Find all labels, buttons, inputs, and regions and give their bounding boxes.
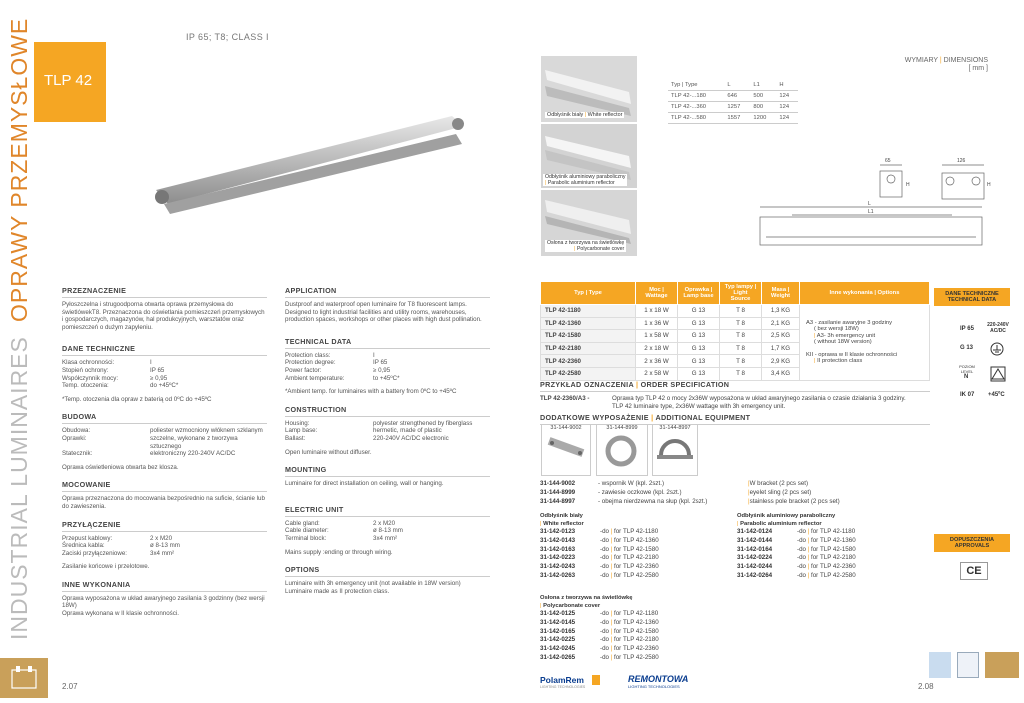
section-heading: OPTIONS xyxy=(285,565,320,575)
reflector-cover-pl: Osłona z tworzywa na świetlówkę xyxy=(547,240,625,246)
table-row xyxy=(541,282,930,305)
brand-polamrem xyxy=(540,675,585,689)
code: 31-142-0124 xyxy=(737,528,773,535)
dims-title-pl: WYMIARY xyxy=(904,57,938,64)
code-do: do xyxy=(799,528,806,535)
code: 31-142-0163 xyxy=(540,545,576,553)
code-for: for xyxy=(811,571,819,579)
spec-header: Moc | Wattage xyxy=(636,282,678,305)
code-target: TLP 42-1360 xyxy=(819,536,856,544)
page-number-right: 2.08 xyxy=(918,682,934,691)
option-a3-pl: A3 - zasilanie awaryjne 3 godziny xyxy=(806,319,893,326)
code-for: for xyxy=(614,627,622,635)
level-value: N xyxy=(964,374,969,380)
option-k2-pl: KII - oprawa w II klasie ochronności xyxy=(806,351,898,358)
code-do: do xyxy=(602,545,609,553)
fire-triangle-icon xyxy=(990,366,1006,382)
table-cell: TLP 42-...580 xyxy=(668,113,724,124)
section-heading: DANE TECHNICZNE xyxy=(62,344,136,354)
code-do: do xyxy=(799,536,806,544)
voltage-label: 220-240V AC/DC xyxy=(987,322,1009,334)
table-cell: 2,9 KG xyxy=(762,355,800,368)
section-heading: ELECTRIC UNIT xyxy=(285,504,344,514)
code: 31-142-0223 xyxy=(540,554,576,562)
table-cell: 800 xyxy=(750,102,776,113)
group-title-pl: Odbłyśnik biały xyxy=(540,513,583,519)
spec-key: Cable gland: xyxy=(285,519,320,527)
equip-desc-pl: - zawiesie oczkowe (kpl. 2szt.) xyxy=(598,488,682,496)
code-for: for xyxy=(811,536,819,544)
g13-icon: G 13 xyxy=(960,345,974,351)
section-heading: BUDOWA xyxy=(62,412,97,422)
dim-header-h: H xyxy=(776,80,798,91)
dimensions-table xyxy=(668,80,798,124)
spec-key: Housing: xyxy=(285,419,310,427)
spec-val: szczelne, wykonane z tworzywa sztucznego xyxy=(150,434,238,450)
table-cell: TLP 42-...360 xyxy=(668,102,724,113)
reflector-white-pl: Odbłyśnik biały xyxy=(547,112,584,118)
reflector-image-cover: Osłona z tworzywa na świetlówkę | Polycarbonate cover xyxy=(541,190,637,256)
spec-val: I xyxy=(150,359,152,367)
dim-header-l1: L1 xyxy=(750,80,776,91)
table-cell: 2 x 58 W xyxy=(636,367,678,380)
equip-image-code: 31-144-9002 xyxy=(550,425,582,431)
equipment-section: DODATKOWE WYPOSAŻENIE | ADDITIONAL EQUIPMENT xyxy=(540,413,930,428)
brand2-sub: LIGHTING TECHNOLOGIES xyxy=(628,684,680,689)
spec-val: polyester strengthened by fiberglass xyxy=(373,419,473,427)
section-note: *Ambient temp. for luminaires with a battery from 0ºC to +45ºC xyxy=(285,388,457,396)
code-do: do xyxy=(799,563,806,571)
equip-image-2 xyxy=(596,424,648,476)
table-cell: T 8 xyxy=(720,305,762,318)
equip-title-en: ADDITIONAL EQUIPMENT xyxy=(655,413,751,422)
spec-key: Lamp base: xyxy=(285,427,318,435)
code-for: for xyxy=(614,563,622,571)
order-title-en: ORDER SPECIFICATION xyxy=(640,380,730,389)
spec-key: Terminal block: xyxy=(285,534,327,542)
table-row xyxy=(668,91,798,102)
approvals-badge: DOPUSZCZENIA APPROVALS xyxy=(934,534,1010,552)
code: 31-142-0263 xyxy=(540,571,576,579)
table-cell: T 8 xyxy=(720,330,762,343)
code: 31-142-0165 xyxy=(540,627,576,635)
table-cell: 1 x 58 W xyxy=(636,330,678,343)
table-cell: T 8 xyxy=(720,367,762,380)
section-body: Dustproof and waterproof open luminaire for T8 fluorescent lamps. Designed to light industrial facilities and utility rooms, warehouses, production spaces, workshops or other places with high dust pollination. xyxy=(285,301,482,324)
section-body: Luminaire for direct installation on ceiling, wall or hanging. xyxy=(285,480,444,488)
table-cell: T 8 xyxy=(720,317,762,330)
reflector-white-en: White reflector xyxy=(587,112,623,118)
table-cell: TLP 42-1580 xyxy=(541,330,636,343)
brand-remontowa xyxy=(628,674,688,689)
drawing-h2: H xyxy=(987,182,991,188)
section-note: Zasilanie końcowe i przelotowe. xyxy=(62,563,150,571)
spec-val: ø 8-13 mm xyxy=(150,542,180,550)
equip-desc-en: W bracket (2 pcs set) xyxy=(749,480,809,487)
table-cell: 1,3 KG xyxy=(762,305,800,318)
section-note: *Temp. otoczenia dla opraw z baterią od 0ºC do +45ºC xyxy=(62,395,212,403)
reflector-cover-en: Polycarbonate cover xyxy=(576,246,625,252)
section-heading: INNE WYKONANIA xyxy=(62,579,131,589)
code-target: TLP 42-1180 xyxy=(622,610,659,617)
order-code: TLP 42-2360/A3 - xyxy=(540,395,590,402)
spec-header: Typ | Type xyxy=(541,282,636,305)
code-for: for xyxy=(614,618,622,626)
ip-line: IP 65; T8; CLASS I xyxy=(186,32,269,42)
table-cell: G 13 xyxy=(678,317,720,330)
code-for: for xyxy=(614,545,622,553)
technical-drawing xyxy=(752,155,992,265)
spec-val: hermetic, made of plastic xyxy=(373,427,442,435)
spec-val: elektroniczny 220-240V AC/DC xyxy=(150,450,236,458)
code-target: TLP 42-1580 xyxy=(622,627,659,635)
spec-key: Temp. otoczenia: xyxy=(62,382,109,390)
code-do: do xyxy=(602,636,609,644)
section-heading: MOUNTING xyxy=(285,465,327,475)
section-heading: CONSTRUCTION xyxy=(285,404,347,414)
table-cell: 1,7 KG xyxy=(762,342,800,355)
code: 31-142-0123 xyxy=(540,528,576,535)
spec-key: Obudowa: xyxy=(62,427,91,435)
spec-key: Power factor: xyxy=(285,366,322,374)
polamrem-logo-icon xyxy=(592,675,600,685)
code-do: do xyxy=(602,554,609,562)
code-target: TLP 42-1580 xyxy=(622,545,659,553)
code: 31-142-0144 xyxy=(737,536,773,544)
group-title-pl: Odbłyśnik aluminiowy paraboliczny xyxy=(737,513,836,519)
code-target: TLP 42-1180 xyxy=(819,528,856,535)
equip-desc-en: stainless pole bracket (2 pcs set) xyxy=(749,497,840,505)
spec-header: Typ lampy | Light Source xyxy=(720,282,762,305)
section-body: Pyłoszczelna i strugoodporna otwarta oprawa przemysłowa do świetlówekT8. Przeznaczona do oświetlania pomieszczeń przemysłowych i gospodarczych, magazynów, hal produkcyjnych, warsztatów oraz pomieszczeń o dużym zapyleniu. xyxy=(62,301,265,331)
code-target: TLP 42-2180 xyxy=(819,554,856,562)
equip-code: 31-144-9002 xyxy=(540,480,576,487)
code: 31-142-0245 xyxy=(540,645,576,653)
spec-val: 3x4 mm² xyxy=(150,549,175,557)
spec-val: to +45ºC* xyxy=(373,374,400,382)
en-column xyxy=(285,286,490,595)
section-body: Luminaire with 3h emergency unit (not available in 18W version) Luminaire made as II protection class. xyxy=(285,580,461,595)
spec-table xyxy=(540,281,930,381)
brand2-name: REMONTOWA xyxy=(628,674,689,684)
pl-column xyxy=(62,286,267,618)
table-cell: TLP 42-1360 xyxy=(541,317,636,330)
table-cell: TLP 42-1180 xyxy=(541,305,636,318)
spec-header: Inne wykonania | Options xyxy=(800,282,930,305)
code: 31-142-0145 xyxy=(540,618,576,626)
option-a3-pl-b: ( bez wersji 18W) xyxy=(814,326,859,333)
table-row xyxy=(668,102,798,113)
group-title-en: Polycarbonate cover xyxy=(543,603,601,609)
drawing-h1: H xyxy=(906,182,910,188)
code-for: for xyxy=(811,545,819,553)
table-cell: G 13 xyxy=(678,342,720,355)
code-do: do xyxy=(602,627,609,635)
code-target: TLP 42-2580 xyxy=(622,653,659,661)
spec-key: Ballast: xyxy=(285,434,306,442)
table-cell: 1 x 18 W xyxy=(636,305,678,318)
code: 31-142-0143 xyxy=(540,536,576,544)
section-heading: PRZYŁĄCZENIE xyxy=(62,519,121,529)
table-cell: 124 xyxy=(776,91,798,102)
code-for: for xyxy=(614,645,622,653)
section-note: Open luminaire without diffuser. xyxy=(285,448,372,456)
section-heading: MOCOWANIE xyxy=(62,480,111,490)
code: 31-142-0125 xyxy=(540,610,576,617)
temp-icon: +45ºC xyxy=(988,392,1005,398)
section-body: Oprawa wyposażona w układ awaryjnego zasilania 3 godzinny (bez wersji 18W) Oprawa wykonana w II klasie ochronności. xyxy=(62,594,265,618)
spec-val: 3x4 mm² xyxy=(373,534,398,542)
reflector-image-white: Odbłyśnik biały | White reflector xyxy=(541,56,637,122)
code-for: for xyxy=(614,636,622,644)
table-cell: TLP 42-2360 xyxy=(541,355,636,368)
code-target: TLP 42-2360 xyxy=(622,563,659,571)
tech-data-badge: DANE TECHNICZNE TECHNICAL DATA xyxy=(934,288,1010,306)
option-a3-en: A3- 3h emergency unit xyxy=(816,332,876,339)
code-do: do xyxy=(602,563,609,571)
options-cell: A3 - zasilanie awaryjne 3 godziny ( bez wersji 18W) | A3- 3h emergency unit ( without 18W version) KII - oprawa w II klasie ochronności | II protection class xyxy=(800,305,930,381)
code-do: do xyxy=(799,545,806,553)
code-for: for xyxy=(811,563,819,571)
code-for: for xyxy=(614,653,622,661)
level-label: POZIOM LEVEL xyxy=(959,364,975,374)
code: 31-142-0164 xyxy=(737,545,773,553)
group-title-en: Parabolic aluminium reflector xyxy=(740,521,822,527)
equip-code: 31-144-8999 xyxy=(540,488,576,496)
code-do: do xyxy=(602,571,609,579)
table-cell: 1557 xyxy=(724,113,750,124)
table-cell: G 13 xyxy=(678,330,720,343)
section-body: Oprawa przeznaczona do mocowania bezpośrednio na suficie, ścianie lub do zawieszenia. xyxy=(62,495,265,510)
product-tab-label: TLP 42 xyxy=(44,72,93,89)
left-corner-icon xyxy=(0,658,48,698)
dims-title-en: DIMENSIONS xyxy=(943,57,988,64)
spec-key: Protection degree: xyxy=(285,359,336,367)
order-desc-en: TLP 42 luminaire type, 2x36W wattage with 3h emergency unit. xyxy=(612,402,786,410)
code: 31-142-0264 xyxy=(737,571,773,579)
code-do: do xyxy=(602,618,609,626)
equip-image-1 xyxy=(541,424,591,476)
dim-header-l: L xyxy=(724,80,750,91)
code-group-aluminium: Odbłyśnik aluminiowy paraboliczny | Parabolic aluminium reflector 31-142-0124 - do | for TLP 42-1180 31-142-0144 - do | for TLP 42-1360 31-142-0164 - do | for TLP 42-1580 31-142-0224 - do | for TLP 42-2180 31-142-0244 - do | for TLP 42-2360 31-142-0264 - do | for TLP 42-2580 xyxy=(737,513,856,579)
code-target: TLP 42-2580 xyxy=(622,571,659,579)
code-do: do xyxy=(799,571,806,579)
spec-val: ≥ 0,95 xyxy=(373,366,391,374)
code-target: TLP 42-1360 xyxy=(622,618,659,626)
spec-val: IP 65 xyxy=(150,366,165,374)
reflector-image-aluminium: Odbłyśnik aluminiowy paraboliczny | Parabolic aluminium reflector xyxy=(541,124,637,188)
equip-image-code: 31-144-8997 xyxy=(659,425,691,431)
product-image xyxy=(150,112,470,217)
equipment-list: 31-144-9002 - wspornik W (kpl. 2szt.) | W bracket (2 pcs set) 31-144-8999 - zawiesie oczkowe (kpl. 2szt.) | eyelet sling (2 pcs set) 31-144-8997 - obejma nierdzewna na słup (kpl. 2szt.) | stainless pole bracket (2 pcs set) xyxy=(540,480,840,505)
section-heading: TECHNICAL DATA xyxy=(285,336,352,346)
table-cell: 646 xyxy=(724,91,750,102)
code-target: TLP 42-2180 xyxy=(622,636,659,644)
dims-title: WYMIARY | DIMENSIONS [ mm ] xyxy=(878,57,988,72)
group-title-en: White reflector xyxy=(543,521,584,527)
vertical-title-en: INDUSTRIAL LUMINAIRES xyxy=(6,336,32,640)
section-note: Oprawa oświetleniowa otwarta bez klosza. xyxy=(62,463,179,471)
section-note: Mains supply :ending or through wiring. xyxy=(285,548,393,556)
table-cell: TLP 42-2580 xyxy=(541,367,636,380)
table-cell: 124 xyxy=(776,113,798,124)
code: 31-142-0243 xyxy=(540,563,576,571)
table-cell: T 8 xyxy=(720,355,762,368)
code-target: TLP 42-2360 xyxy=(819,563,856,571)
spec-key: Ambient temperature: xyxy=(285,374,345,382)
code-for: for xyxy=(614,554,622,562)
code: 31-142-0225 xyxy=(540,636,576,644)
code-do: do xyxy=(602,653,609,661)
code-do: do xyxy=(799,554,806,562)
equip-title-pl: DODATKOWE WYPOSAŻENIE xyxy=(540,413,649,422)
equip-image-3 xyxy=(652,424,698,476)
table-row xyxy=(668,80,798,91)
ik-icon: IK 07 xyxy=(960,392,975,398)
spec-val: ø 8-13 mm xyxy=(373,527,403,535)
code-for: for xyxy=(614,571,622,579)
code-do: do xyxy=(602,645,609,653)
spec-key: Cable diameter: xyxy=(285,527,329,535)
code-target: TLP 42-1580 xyxy=(819,545,856,553)
group-title-pl: Osłona z tworzywa na świetlówkę xyxy=(540,595,633,601)
code: 31-142-0265 xyxy=(540,653,576,661)
ip-icon: IP 65 xyxy=(960,326,974,332)
table-cell: TLP 42-...180 xyxy=(668,91,724,102)
spec-key: Klasa ochronności: xyxy=(62,359,115,367)
table-cell: G 13 xyxy=(678,367,720,380)
ce-mark: CE xyxy=(960,562,988,580)
code-target: TLP 42-2360 xyxy=(622,645,659,653)
equip-code: 31-144-8997 xyxy=(540,497,576,505)
drawing-l: L xyxy=(868,201,871,207)
code-group-cover: Osłona z tworzywa na świetlówkę | Polycarbonate cover 31-142-0125 - do | for TLP 42-1180 31-142-0145 - do | for TLP 42-1360 31-142-0165 - do | for TLP 42-1580 31-142-0225 - do | for TLP 42-2180 31-142-0245 - do | for TLP 42-2360 31-142-0265 - do | for TLP 42-2580 xyxy=(540,595,659,661)
spec-val: 2 x M20 xyxy=(373,519,396,527)
product-tab xyxy=(34,42,106,122)
table-cell: 1200 xyxy=(750,113,776,124)
drawing-w2: 126 xyxy=(957,158,966,164)
section-heading: PRZEZNACZENIE xyxy=(62,286,127,295)
order-title-pl: PRZYKŁAD OZNACZENIA xyxy=(540,380,634,389)
spec-val: 2 x M20 xyxy=(150,534,173,542)
spec-val: poliester wzmocniony włóknem szklanym xyxy=(150,427,263,435)
brand1-sub: LIGHTING TECHNOLOGIES xyxy=(540,685,586,689)
spec-val: 220-240V AC/DC electronic xyxy=(373,434,449,442)
footer-icon-light xyxy=(929,652,951,678)
code: 31-142-0224 xyxy=(737,554,773,562)
table-cell: 2,1 KG xyxy=(762,317,800,330)
dims-unit: [ mm ] xyxy=(968,65,988,72)
spec-key: Protection class: xyxy=(285,351,331,359)
page-number-left: 2.07 xyxy=(62,682,78,691)
spec-key: Oprawki: xyxy=(62,434,87,442)
spec-val: do +45ºC* xyxy=(150,382,179,390)
table-cell: 2,5 KG xyxy=(762,330,800,343)
equip-desc-pl: - obejma nierdzewna na słup (kpl. 2szt.) xyxy=(598,497,708,505)
code-target: TLP 42-2580 xyxy=(819,571,856,579)
ground-icon xyxy=(990,342,1004,356)
footer-icon-emblem xyxy=(957,652,979,678)
code-for: for xyxy=(614,528,622,535)
spec-key: Statecznik: xyxy=(62,450,93,458)
equip-image-code: 31-144-8999 xyxy=(606,425,638,431)
spec-val: ≥ 0,95 xyxy=(150,374,168,382)
section-heading: APPLICATION xyxy=(285,286,337,295)
code-for: for xyxy=(811,554,819,562)
spec-val: I xyxy=(373,351,375,359)
code-target: TLP 42-1360 xyxy=(622,536,659,544)
code-target: TLP 42-1180 xyxy=(622,528,659,535)
spec-val: IP 65 xyxy=(373,359,388,367)
table-cell: 1257 xyxy=(724,102,750,113)
vertical-title-pl: OPRAWY PRZEMYSŁOWE xyxy=(6,17,32,322)
spec-key: Stopień ochrony: xyxy=(62,366,109,374)
table-cell: 500 xyxy=(750,91,776,102)
reflector-alu-pl: Odbłyśnik aluminiowy paraboliczny xyxy=(545,174,626,180)
footer-icon-factory xyxy=(985,652,1019,678)
reflector-alu-en: Parabolic aluminium reflector xyxy=(547,180,615,186)
brand1-name: PolamRem xyxy=(540,675,584,685)
table-cell: TLP 42-2180 xyxy=(541,342,636,355)
table-cell: T 8 xyxy=(720,342,762,355)
table-cell: 3,4 KG xyxy=(762,367,800,380)
spec-key: Przepust kablowy: xyxy=(62,534,113,542)
option-a3-en-b: ( without 18W version) xyxy=(814,339,872,346)
table-row xyxy=(668,113,798,124)
dim-header-type: Typ | Type xyxy=(668,80,724,91)
order-desc-pl: Oprawa typ TLP 42 o mocy 2x36W wyposażona w układ awaryjnego zasilania o czasie działania 3 godziny. xyxy=(612,395,906,402)
drawing-w1: 65 xyxy=(885,158,891,164)
table-cell: 2 x 36 W xyxy=(636,355,678,368)
code-do: do xyxy=(602,536,609,544)
code-do: do xyxy=(602,528,609,535)
spec-header: Masa | Weight xyxy=(762,282,800,305)
code: 31-142-0244 xyxy=(737,563,773,571)
equip-desc-en: eyelet sling (2 pcs set) xyxy=(749,488,812,496)
code-for: for xyxy=(811,528,819,535)
table-cell: G 13 xyxy=(678,305,720,318)
code-for: for xyxy=(614,536,622,544)
order-section: PRZYKŁAD OZNACZENIA | ORDER SPECIFICATION TLP 42-2360/A3 - Oprawa typ TLP 42 o mocy 2x36W wyposażona w układ awaryjnego zasilania o czasie działania 3 godziny. TLP 42 luminaire type, 2x36W wattage with 3h emergency unit. xyxy=(540,380,930,410)
table-cell: 1 x 36 W xyxy=(636,317,678,330)
spec-key: Średnica kabla: xyxy=(62,542,105,550)
table-cell: 124 xyxy=(776,102,798,113)
table-row xyxy=(541,305,930,318)
code-for: for xyxy=(614,610,622,617)
code-group-white: Odbłyśnik biały | White reflector 31-142-0123 - do | for TLP 42-1180 31-142-0143 - do | for TLP 42-1360 31-142-0163 - do | for TLP 42-1580 31-142-0223 - do | for TLP 42-2180 31-142-0243 - do | for TLP 42-2360 31-142-0263 - do | for TLP 42-2580 xyxy=(540,513,659,579)
spec-header: Oprawka | Lamp base xyxy=(678,282,720,305)
table-cell: G 13 xyxy=(678,355,720,368)
drawing-l1: L1 xyxy=(868,209,874,215)
spec-key: Współczynnik mocy: xyxy=(62,374,119,382)
table-cell: 2 x 18 W xyxy=(636,342,678,355)
code-do: do xyxy=(602,610,609,617)
equip-desc-pl: - wspornik W (kpl. 2szt.) xyxy=(598,480,665,487)
code-target: TLP 42-2180 xyxy=(622,554,659,562)
spec-key: Zaciski przyłączeniowe: xyxy=(62,549,127,557)
option-k2-en: II protection class xyxy=(817,358,863,365)
